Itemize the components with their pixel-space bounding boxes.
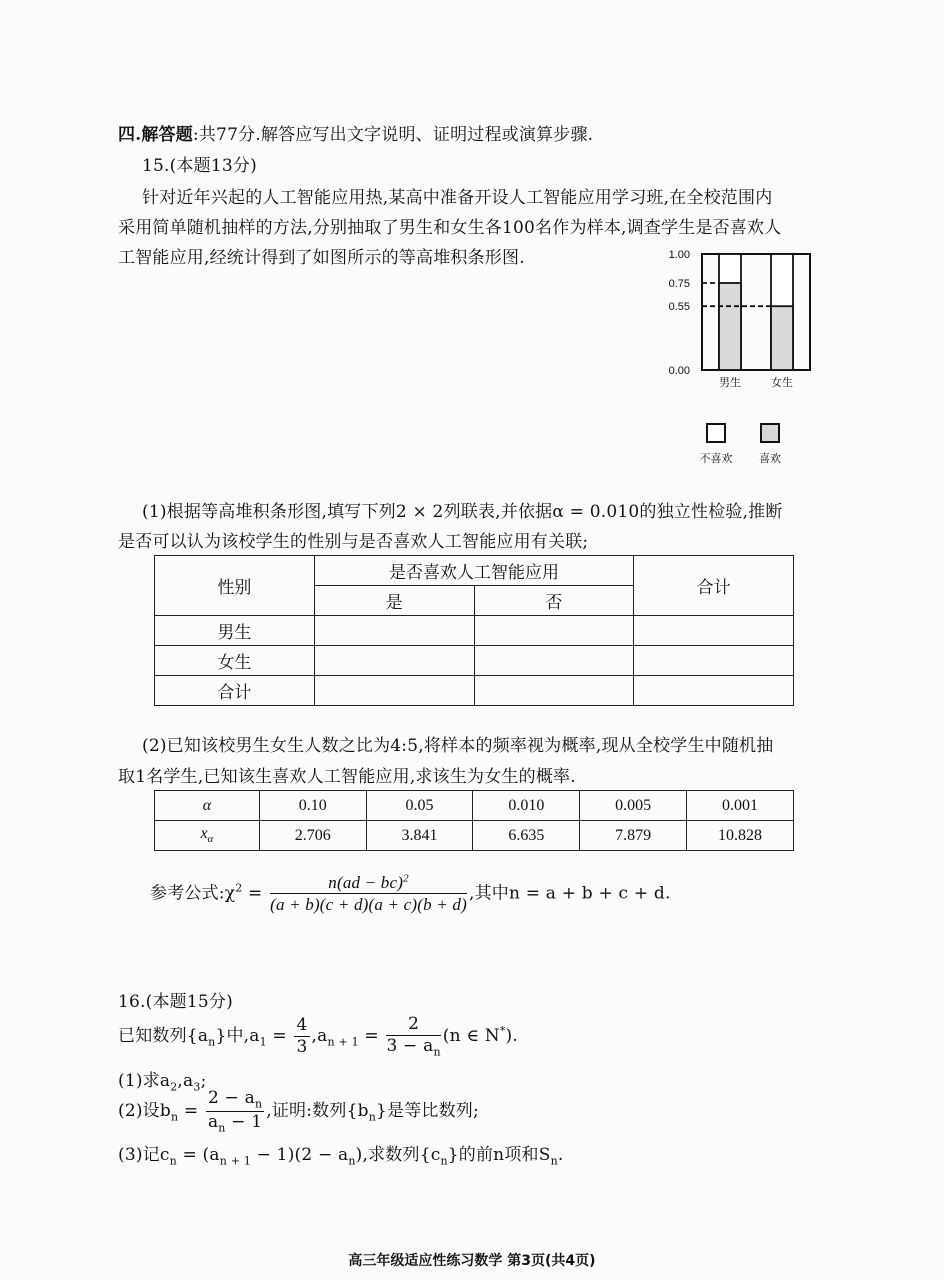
cell-female-no: [474, 646, 634, 676]
q16-part2: (2)设$b_n$ = $\frac{2 - a_n}{a_n - 1}$ ,证明:数列$\{b_n\}$是等比数列;: [118, 1088, 479, 1135]
contingency-table: [154, 555, 794, 706]
formula-denominator: (a + b)(c + d)(a + c)(b + d): [270, 895, 467, 915]
q16-given: 已知数列$\{a_n\}$中$,a_1$ = $\frac{4}{3}$ $,a_{n + 1}$ = $\frac{2}{3 - a_n}$ (n ∈ N*).: [118, 1014, 518, 1059]
legend-label: 不喜欢: [699, 453, 733, 465]
cell-total-no: [474, 676, 634, 706]
recurrence-fraction: $\frac{2}{3 - a_n}$: [386, 1014, 441, 1059]
row-label-female: 女生: [155, 646, 315, 676]
q16-part1: (1)求$a_2,a_3$;: [118, 1071, 207, 1094]
q15-title: 15.(本题13分): [142, 156, 257, 176]
section-heading: [118, 120, 593, 145]
bar-like: [719, 283, 741, 370]
chi-label-sub: α: [207, 833, 214, 846]
formula-fraction: [270, 872, 467, 916]
legend-swatch: [707, 424, 725, 442]
cell-male-no: [474, 616, 634, 646]
q15-part1-line-2: 是否可以认为该校学生的性别与是否喜欢人工智能应用有关联;: [118, 532, 589, 552]
x-category-label: 男生: [719, 377, 741, 389]
q16-title: 16.(本题15分): [118, 992, 233, 1012]
formula-eq: =: [242, 883, 263, 904]
reference-formula: [150, 872, 671, 916]
q15-part1-line-1: (1)根据等高堆积条形图,填写下列2 × 2列联表,并依据α = 0.010的独立性检验,推断: [142, 502, 783, 522]
header-yes: 是: [314, 586, 474, 616]
legend-swatch: [761, 424, 779, 442]
header-like-group: 是否喜欢人工智能应用: [314, 556, 634, 586]
cell-female-yes: [314, 646, 474, 676]
formula-numerator: n(ad − bc)$^2$: [270, 872, 467, 894]
alpha-label: α: [155, 791, 260, 821]
cell-female-total: [634, 646, 794, 676]
critical-value: 6.635: [473, 821, 580, 851]
q15-intro-line-3: 工智能应用,经统计得到了如图所示的等高堆积条形图.: [118, 248, 525, 268]
q16-part3: (3)记$c_n = (a_{n + 1} - 1)(2 - a_n)$,求数列$\{c_n\}$的前n项和$S_n$.: [118, 1145, 564, 1168]
critical-value: 10.828: [687, 821, 794, 851]
alpha-value: 0.10: [259, 791, 366, 821]
cell-male-yes: [314, 616, 474, 646]
cell-total-yes: [314, 676, 474, 706]
page-footer: 高三年级适应性练习数学 第3页(共4页): [348, 1253, 596, 1269]
stacked-bar-chart: [650, 240, 830, 470]
q15-intro-line-2: 采用简单随机抽样的方法,分别抽取了男生和女生各100名作为样本,调查学生是否喜欢人: [118, 218, 782, 238]
y-tick-label: 0.00: [668, 365, 690, 377]
header-gender: 性别: [155, 556, 315, 616]
legend-label: 喜欢: [759, 453, 781, 465]
chi-label-main: x: [200, 825, 208, 843]
header-no: 否: [474, 586, 634, 616]
y-tick-label: 0.55: [668, 301, 690, 314]
critical-value: 3.841: [366, 821, 473, 851]
a1-fraction: $\frac{4}{3}$: [296, 1014, 308, 1058]
cell-total-total: [634, 676, 794, 706]
x-category-label: 女生: [771, 377, 793, 389]
critical-value: 7.879: [580, 821, 687, 851]
cell-male-total: [634, 616, 794, 646]
formula-prefix: 参考公式:χ: [150, 883, 236, 904]
y-tick-label: 1.00: [668, 249, 690, 261]
q15-part2-line-1: (2)已知该校男生女生人数之比为4:5,将样本的频率视为概率,现从全校学生中随机抽: [142, 736, 774, 756]
row-label-total: 合计: [155, 676, 315, 706]
critical-value: 2.706: [259, 821, 366, 851]
alpha-value: 0.05: [366, 791, 473, 821]
formula-suffix: ,其中n = a + b + c + d.: [468, 883, 671, 904]
critical-values-table: [154, 790, 794, 851]
alpha-value: 0.005: [580, 791, 687, 821]
section-heading-text: :共77分.解答应写出文字说明、证明过程或演算步骤.: [192, 125, 594, 145]
alpha-value: 0.010: [473, 791, 580, 821]
section-heading-label: 四.解答题: [118, 125, 193, 145]
q15-intro-line-1: 针对近年兴起的人工智能应用热,某高中准备开设人工智能应用学习班,在全校范围内: [142, 188, 773, 208]
formula-sup: 2: [235, 881, 243, 895]
header-total: 合计: [634, 556, 794, 616]
chi-label: [155, 821, 260, 851]
q15-part2-line-2: 取1名学生,已知该生喜欢人工智能应用,求该生为女生的概率.: [118, 767, 576, 787]
alpha-value: 0.001: [687, 791, 794, 821]
y-tick-label: 0.75: [668, 278, 690, 290]
row-label-male: 男生: [155, 616, 315, 646]
bar-like: [771, 306, 793, 370]
bn-fraction: $\frac{2 - a_n}{a_n - 1}$: [207, 1088, 263, 1135]
